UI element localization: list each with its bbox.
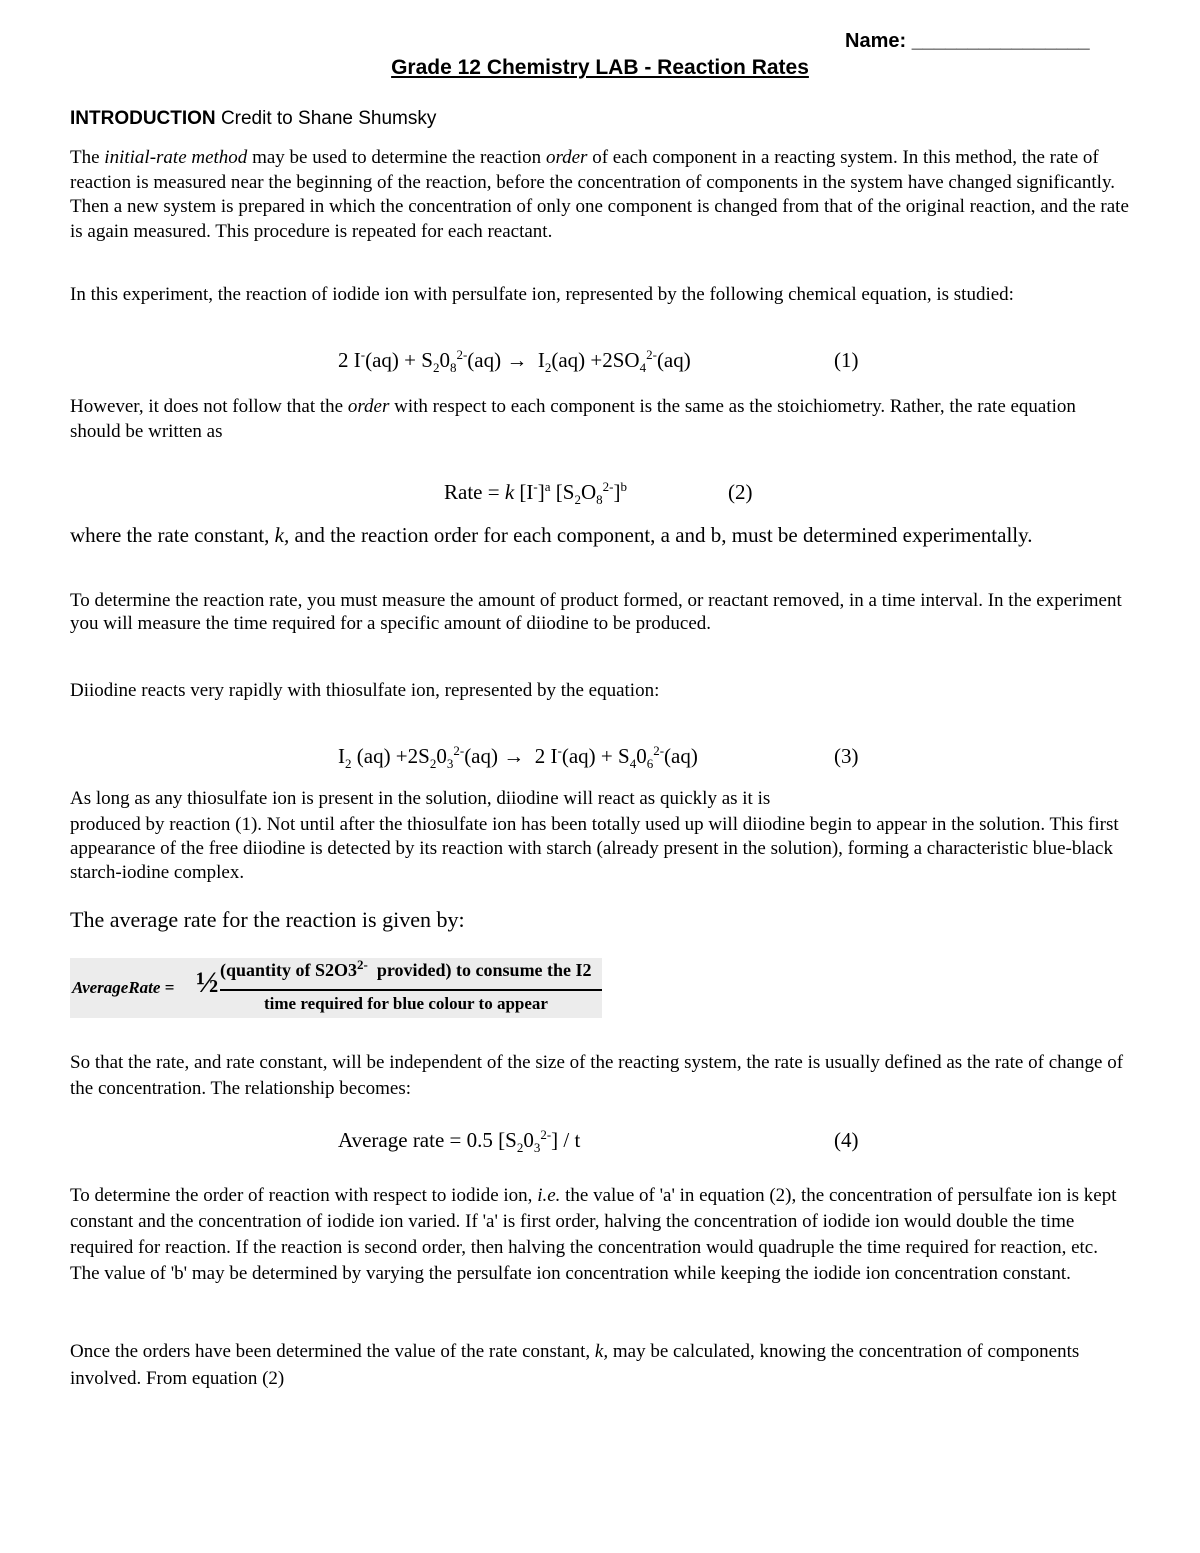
paragraph-order-determination [70,1183,1130,1287]
formula-numerator: (quantity of $S2O3^{2-}$ provided) to consume the I2 [220,957,592,980]
equation-4: Average rate = 0.5 $[S_20_3^{2-}]$ / t [338,1127,581,1156]
equation-1-number: (1) [834,348,859,372]
p4-italic-k: k, [274,523,290,547]
formula-fraction-bar [220,989,602,991]
paragraph-thiosulfate-a: As long as any thiosulfate ion is present in the solution, diiodine will react as quickly as it is [70,788,771,809]
page-title: Grade 12 Chemistry LAB - Reaction Rates [391,56,809,79]
p1-text-e: of each component in a reacting system. In this method, the rate of reaction is measured near the beginning of the reaction, before the concentration of components in the system have changed significantly. Then a new system is prepared in which the concentration of only one component is changed from that of the original reaction, and the rate is again measured. This procedure is repeated for each reactant. [70,147,1129,242]
equation-3: $I_2$ $(aq) +2S_20_3^{2-}(aq) \to 2$ $I^-(aq) + S_40_6^{2-}(aq)$ [338,743,698,772]
paragraph-order [70,395,1130,444]
intro-credit: Credit to Shane Shumsky [220,108,437,129]
p10-text-c: the value of 'a' in equation (2), the concentration of persulfate ion is kept constant and the concentration of iodide ion varied. If 'a' is first order, halving the concentration of iodide ion would double the time required for reaction. If the reaction is second order, then halving the concentration would quadruple the time required for reaction, etc. The value of 'b' may be determined by varying the persulfate ion concentration while keeping the iodide ion concentration constant. [70,1185,1117,1284]
paragraph-diiodine: Diiodine reacts very rapidly with thiosulfate ion, represented by the equation: [70,680,660,701]
p3-text-a: However, it does not follow that the [70,396,348,417]
p4-text-c: and the reaction order for each component, a and b, must be determined experimentally. [289,523,1033,547]
paragraph-average-rate: The average rate for the reaction is given by: [70,907,465,932]
paragraph-rate-constant [70,524,1130,546]
name-field [845,30,1090,53]
equation-1: 2 $I^-(aq) + S_20_8^{2-}(aq) \to I_2(aq) +2SO_4^{2-}(aq)$ [338,347,691,376]
name-blank[interactable]: ________________ [911,30,1090,52]
paragraph-measure-rate: To determine the reaction rate, you must measure the amount of product formed, or reactant removed, in a time interval. In the experiment you will measure the time required for a specific amount of diiodine to be produced. [70,590,1122,634]
name-label: Name: [845,30,907,52]
p11-text-c: may be calculated, knowing the concentration of components involved. From equation (2) [70,1341,1080,1389]
p10-italic-ie: i.e. [537,1185,561,1206]
p1-text-a: The [70,147,105,168]
p3-text-c: with respect to each component is the same as the stoichiometry. Rather, the rate equation should be written as [70,396,1076,442]
equation-4-number: (4) [834,1128,859,1152]
formula-numerator-a: (quantity of S2O3 [220,960,358,980]
formula-lhs: AverageRate = [72,978,175,997]
p4-text-a: where the rate constant, [70,523,275,547]
average-rate-formula-image [70,958,602,1018]
intro-heading-line [70,108,436,130]
equation-2-number: (2) [728,480,753,504]
p3-italic-order: order [347,396,390,417]
intro-heading: INTRODUCTION [70,108,216,129]
equation-3-number: (3) [834,744,859,768]
paragraph-experiment: In this experiment, the reaction of iodide ion with persulfate ion, represented by the following chemical equation, is studied: [70,284,1014,305]
p11-italic-k: k, [594,1341,609,1362]
formula-half: ½ [196,966,219,999]
formula-numerator-b: provided) to consume the I2 [376,960,592,980]
paragraph-initial-rate [70,146,1130,244]
p1-text-c: may be used to determine the reaction [247,147,546,168]
paragraph-thiosulfate-b: produced by reaction (1). Not until after the thiosulfate ion has been totally used up will diiodine begin to appear in the solution. This first appearance of the free diiodine is detected by its reaction with starch (already present in the solution), forming a characteristic blue-black starch-iodine complex. [70,814,1119,883]
formula-denominator: time required for blue colour to appear [264,994,548,1013]
p1-italic-order: order [545,147,588,168]
paragraph-rate-constant-calc [70,1338,1130,1392]
p1-italic-initial-rate: initial-rate method [104,147,248,168]
equation-2: Rate = k $[I^-]^a$ $[S_2O_8^{2-}]^b$ [444,479,627,508]
p10-text-a: To determine the order of reaction with respect to iodide ion, [70,1185,538,1206]
p11-text-a: Once the orders have been determined the value of the rate constant, [70,1341,595,1362]
paragraph-concentration: So that the rate, and rate constant, will be independent of the size of the reacting system, the rate is usually defined as the rate of change of the concentration. The relationship becomes: [70,1052,1124,1099]
